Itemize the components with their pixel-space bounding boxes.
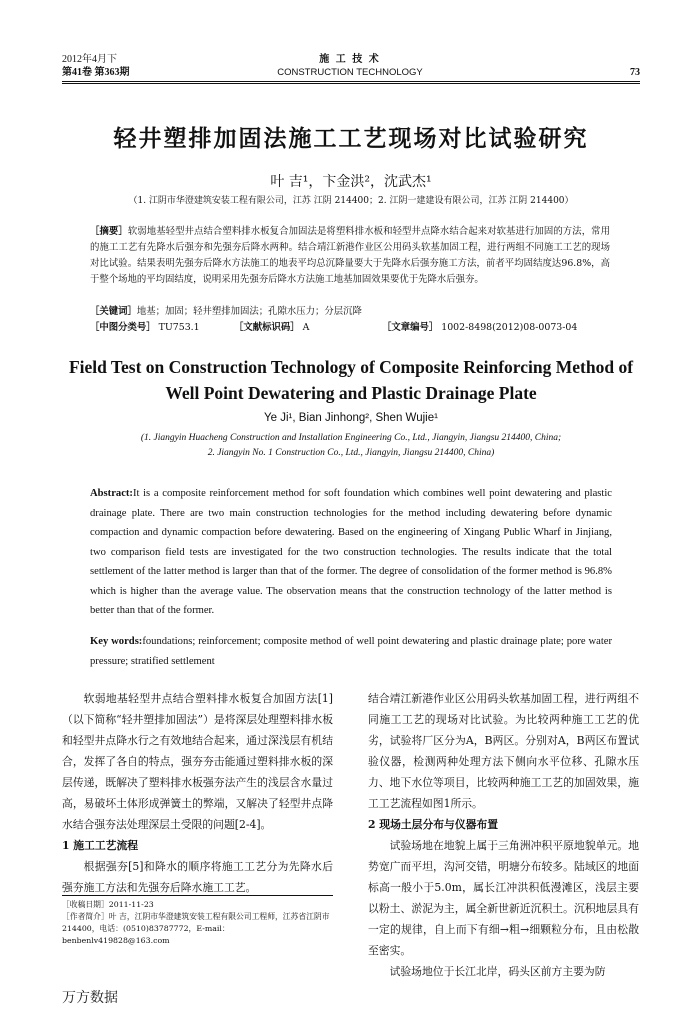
paragraph: 根据强夯[5]和降水的顺序将施工工艺分为先降水后强夯施工方法和先强夯后降水施工工艺。	[62, 860, 333, 894]
keywords-en	[90, 632, 612, 671]
page-number: 73	[630, 67, 640, 78]
article-value: 1002-8498(2012)08-0073-04	[441, 322, 578, 333]
keywords-en-label: Key words:	[90, 636, 143, 647]
paragraph: 试验场地位于长江北岸，码头区前方主要为防	[389, 965, 606, 978]
abstract-en-label: Abstract:	[90, 488, 133, 499]
body-column-right	[368, 688, 639, 982]
affiliation-cn: （1. 江阴市华澄建筑安装工程有限公司，江苏 江阴 214400；2. 江阴一建建设有限公司，江苏 江阴 214400）	[128, 196, 574, 206]
keywords-en-text: foundations; reinforcement; composite method of well point dewatering and plastic drainage plate; pore water pressure; stratified settlement	[90, 636, 612, 667]
abstract-cn-text: 软弱地基轻型井点结合塑料排水板复合加固法是将塑料排水板和轻型井点降水结合起来对软基进行加固的方法，常用的施工工艺有先降水后强夯和先强夯后降水两种。结合靖江新港作业区公用码头软基加固工程，进行两组不同施工工艺的现场对比试验。结果表明先强夯后降水方法施工的地表平均总沉降量要大于先降水后强夯施工方法，前者平均固结度达96.8%，高于整个场地的平均固结度，说明采用先强夯后降水方法施工地基加固效果要优于先降水后强夯。	[90, 226, 610, 285]
paper-title-cn: 轻井塑排加固法施工工艺现场对比试验研究	[113, 125, 589, 152]
article-number	[382, 320, 612, 336]
paragraph: 结合靖江新港作业区公用码头软基加固工程，进行两组不同施工工艺的现场对比试验。为比较两种施工工艺的优劣，试验将厂区分为A，B两区。分别对A，B两区布置试验仪器，检测两种处理方法下侧向水平位移、孔隙水压力、地下水位等项目，比较两种施工工艺的加固效果，施工工艺流程如图1所示。	[368, 692, 639, 810]
section-heading-1: 1 施工工艺流程	[62, 839, 139, 852]
header-rule-thin	[62, 83, 640, 84]
doc-label: ［文献标识码］	[234, 322, 300, 333]
footnote	[62, 899, 333, 947]
paragraph: 软弱地基轻型井点结合塑料排水板复合加固方法[1]（以下简称“轻井塑排加固法”）是将深层处理塑料排水板和轻型井点降水行之有效地结合起来，通过深浅层有机结合，发挥了各自的特点，强夯夯击能通过塑料排水板的深层传递，既解决了塑料排水板强夯法产生的浅层含水量过高，易破坏土体形成弹簧土的弊端，又解决了轻型井点降水结合强夯法处理深层土受限的问题[2-4]。	[62, 692, 333, 831]
received-date: ［收稿日期］2011-11-23	[62, 900, 154, 909]
affiliation-en-1: (1. Jiangyin Huacheng Construction and Installation Engineering Co., Ltd., Jiangyin, Jiangsu 214400, China;	[140, 433, 562, 443]
journal-name-en: CONSTRUCTION TECHNOLOGY	[277, 67, 423, 78]
clc-label: ［中图分类号］	[90, 322, 156, 333]
affiliation-en-2: 2. Jiangyin No. 1 Construction Co., Ltd., Jiangyin, Jiangsu 214400, China)	[207, 448, 495, 458]
keywords-cn-label: ［关键词］	[90, 306, 137, 317]
keywords-cn-text: 地基；加固；轻井塑排加固法；孔隙水压力；分层沉降	[136, 306, 362, 317]
footnote-rule	[62, 895, 333, 896]
abstract-cn-label: ［摘要］	[90, 226, 128, 237]
doc-code	[234, 320, 364, 336]
wanfang-watermark: 万方数据	[62, 990, 118, 1006]
body-column-left	[62, 688, 333, 898]
authors-en: Ye Ji¹, Bian Jinhong², Shen Wujie¹	[264, 412, 438, 424]
doc-value: A	[302, 322, 310, 333]
abstract-en-text: It is a composite reinforcement method for soft foundation which combines well point dewatering and plastic drainage plate. There are two main construction technologies for the method including dewatering before dynamic compaction and dynamic compaction before dewatering. Based on the engineering of Xingang Public Wharf in Jinjiang, two comparison field tests are investigated for the two construction technologies. The results indicate that the total settlement of the latter method is larger than that of the former. The degree of consolidation of the former method is 96.8% which is higher than the average value. The observation means that the construction technology of the latter method is better than that of the former.	[90, 488, 612, 616]
clc-value: TU753.1	[158, 322, 200, 333]
article-label: ［文章编号］	[382, 322, 439, 333]
header-rule	[62, 81, 640, 82]
section-heading-2: 2 现场土层分布与仪器布置	[368, 818, 499, 831]
authors-cn: 叶 吉¹，卞金洪²，沈武杰¹	[270, 174, 432, 190]
paragraph: 试验场地在地貌上属于三角洲冲积平原地貌单元。地势宽广而平坦，沟河交错，明塘分布较多。陆域区的地面标高一般小于5.0m，属长江冲洪积低漫滩区，浅层主要以粉土、淤泥为主，属全新世新近沉积土。沉积地层具有一定的规律，自上而下有细→粗→细颗粒分布，且由松散至密实。	[368, 839, 639, 957]
journal-name-cn: 施 工 技 术	[319, 54, 381, 65]
volume-issue: 第41卷 第363期	[62, 67, 130, 78]
author-bio: ［作者简介］叶 吉，江阴市华澄建筑安装工程有限公司工程师，江苏省江阴市 214400，电话：(0510)83787772，E-mail：benbenlv419828@163.com	[62, 912, 330, 945]
paper-title-en: Field Test on Construction Technology of Composite Reinforcing Method of Well Point Dewatering and Plastic Drainage Plate	[68, 357, 634, 403]
abstract-en	[90, 484, 612, 621]
issue-date: 2012年4月下	[62, 54, 117, 65]
abstract-cn	[90, 224, 610, 288]
keywords-cn	[90, 304, 610, 320]
